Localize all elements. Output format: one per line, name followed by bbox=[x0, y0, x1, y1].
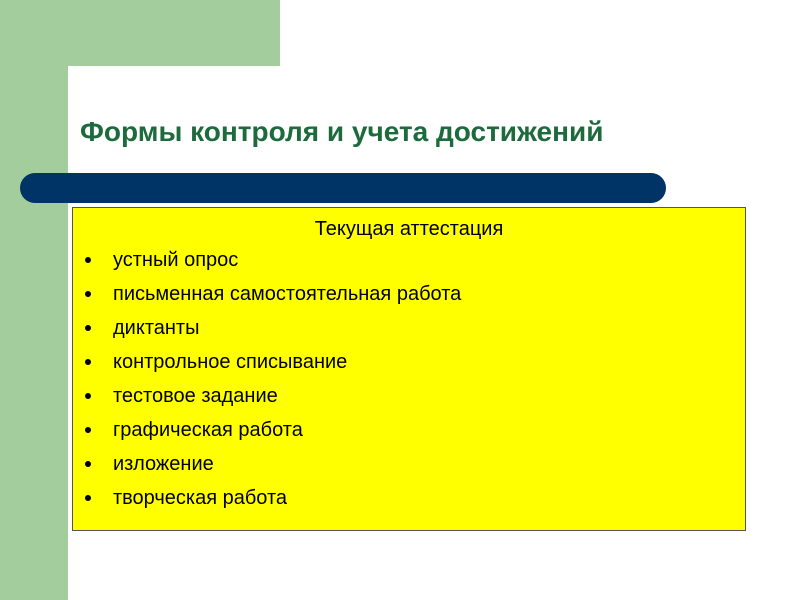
title-underline-bar bbox=[20, 173, 666, 203]
bullet-icon bbox=[85, 291, 91, 297]
list-item-text: творческая работа bbox=[113, 487, 288, 509]
list-item bbox=[73, 318, 745, 352]
list-item bbox=[73, 352, 745, 386]
bullet-list bbox=[73, 250, 745, 522]
list-item bbox=[73, 488, 745, 522]
bullet-icon bbox=[85, 495, 91, 501]
list-item-text: контрольное списывание bbox=[113, 351, 348, 373]
bullet-icon bbox=[85, 257, 91, 263]
list-item-text: письменная самостоятельная работа bbox=[113, 283, 462, 305]
list-item-text: графическая работа bbox=[113, 419, 303, 441]
list-item bbox=[73, 420, 745, 454]
bullet-icon bbox=[85, 325, 91, 331]
bullet-icon bbox=[85, 359, 91, 365]
list-item bbox=[73, 284, 745, 318]
list-item-text: диктанты bbox=[113, 317, 200, 339]
bullet-icon bbox=[85, 461, 91, 467]
list-item-text: изложение bbox=[113, 453, 214, 475]
bullet-icon bbox=[85, 427, 91, 433]
box-heading: Текущая аттестация bbox=[314, 218, 504, 240]
list-item-text: тестовое задание bbox=[113, 385, 278, 407]
decorative-green-band-top bbox=[0, 0, 280, 66]
bullet-icon bbox=[85, 393, 91, 399]
slide-title: Формы контроля и учета достижений bbox=[80, 116, 604, 147]
list-item-text: устный опрос bbox=[113, 249, 239, 271]
list-item bbox=[73, 386, 745, 420]
list-item bbox=[73, 454, 745, 488]
list-item bbox=[73, 250, 745, 284]
content-box bbox=[72, 207, 746, 531]
decorative-green-band-left bbox=[0, 0, 68, 600]
